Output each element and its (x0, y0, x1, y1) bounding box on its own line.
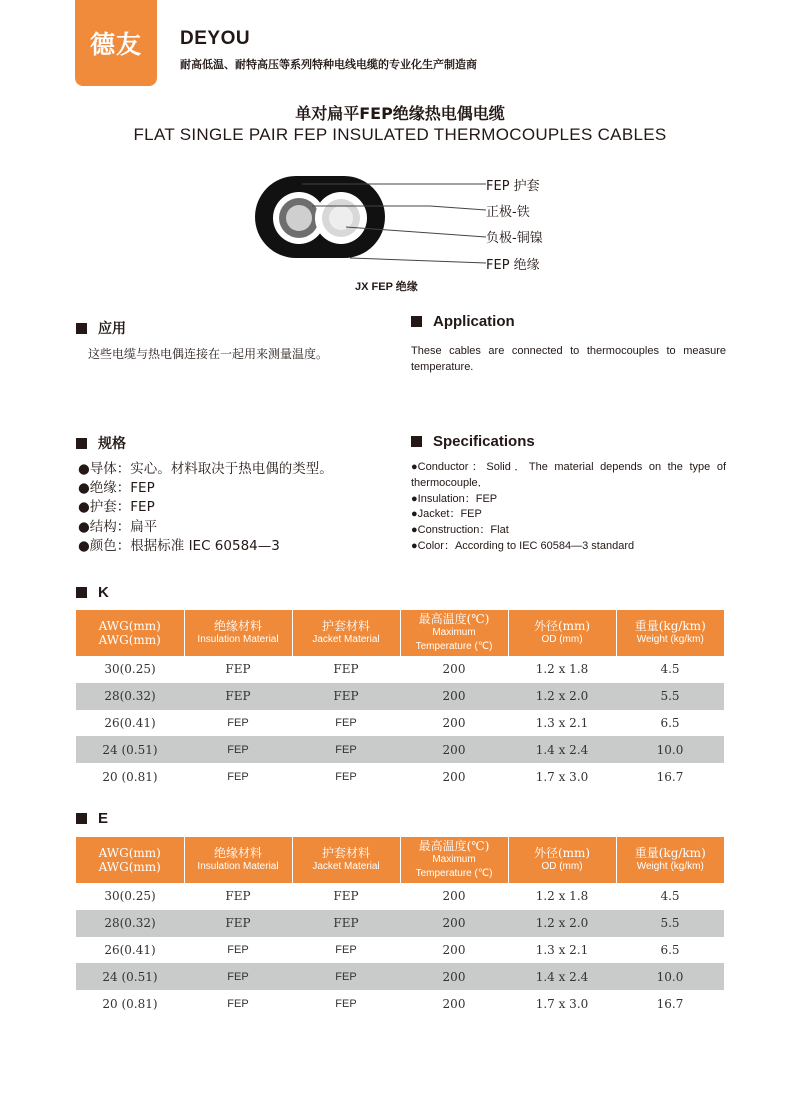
cell-jacket: FEP (333, 662, 359, 677)
header-text-cn: 重量(kg/km) (634, 846, 706, 860)
label-fep-insulation: FEP 绝缘 (486, 258, 540, 273)
header-jacket (292, 837, 400, 883)
table-e-heading (76, 810, 108, 827)
cell-awg: 28(0.32) (76, 910, 184, 937)
table-row (76, 883, 724, 910)
cell-od: 1.3 x 2.1 (535, 715, 589, 730)
specifications-list-en (411, 460, 726, 555)
header-text-en-2: Temperature (℃) (415, 868, 493, 879)
spec-item-text: Color：According to IEC 60584—3 standard (417, 539, 635, 552)
leader-line-insulation (350, 258, 486, 263)
round-bullet-icon: ● (78, 480, 90, 497)
round-bullet-icon: ● (78, 537, 90, 554)
table-row (76, 963, 724, 990)
table-row (76, 683, 724, 710)
cell-jacket: FEP (292, 683, 400, 710)
label-fep-jacket: FEP 护套 (486, 179, 540, 194)
round-bullet-icon: ● (411, 539, 418, 552)
table-row (76, 910, 724, 937)
cell-insulation: FEP (227, 770, 249, 783)
spec-item-text: Jacket：FEP (417, 508, 482, 521)
heading-text: 规格 (98, 436, 126, 452)
cell-weight: 6.5 (660, 942, 680, 957)
header-jacket (292, 610, 400, 656)
cell-weight: 6.5 (660, 715, 680, 730)
round-bullet-icon: ● (411, 524, 418, 537)
conductor-positive-core (286, 205, 312, 231)
heading-text: Specifications (433, 433, 535, 450)
cell-insulation: FEP (184, 683, 292, 710)
header-text-cn: 护套材料 (321, 846, 370, 860)
cell-od: 1.7 x 3.0 (535, 769, 589, 784)
cell-weight: 16.7 (656, 996, 684, 1011)
application-text-cn: 这些电缆与热电偶连接在一起用来测量温度。 (88, 347, 329, 361)
cell-weight: 5.5 (616, 910, 724, 937)
cell-jacket: FEP (292, 910, 400, 937)
spec-item-conductor-cn (78, 460, 333, 479)
table-row (76, 763, 724, 790)
spec-table-k (76, 610, 724, 790)
cell-awg: 30(0.25) (104, 889, 156, 904)
cell-od: 1.3 x 2.1 (535, 942, 589, 957)
header-text-cn: 最高温度(℃) (418, 612, 490, 626)
cell-max-temp: 200 (442, 769, 466, 784)
brand-name: DEYOU (180, 28, 251, 49)
spec-item-text: Construction：Flat (417, 524, 509, 537)
round-bullet-icon: ● (78, 499, 90, 516)
header-text-cn: 重量(kg/km) (634, 619, 706, 633)
cable-cross-section-diagram (250, 170, 560, 273)
table-row (76, 736, 724, 763)
application-heading-cn (76, 318, 126, 338)
square-bullet-icon (76, 813, 87, 824)
cell-awg: 26(0.41) (104, 715, 156, 730)
square-bullet-icon (76, 587, 87, 598)
round-bullet-icon: ● (78, 461, 90, 477)
header-text-en: Maximum (432, 627, 476, 638)
spec-item-conductor-en (411, 460, 726, 492)
header-text-cn: AWG(mm) (98, 619, 161, 633)
cell-insulation: FEP (225, 889, 251, 904)
spec-item-construction-cn (78, 518, 333, 537)
company-tagline: 耐高低温、耐特高压等系列特种电线电缆的专业化生产制造商 (180, 58, 477, 71)
header-text-cn: 绝缘材料 (213, 846, 262, 860)
spec-item-text: 导体：实心。材料取决于热电偶的类型。 (89, 461, 333, 477)
header-od (508, 610, 616, 656)
spec-item-text: 结构：扁平 (89, 518, 158, 535)
table-header-row (76, 837, 724, 883)
table-k-heading (76, 584, 109, 601)
company-logo (75, 0, 157, 86)
heading-text: 应用 (98, 321, 126, 337)
header-text-en: AWG(mm) (98, 633, 161, 647)
title-chinese: 单对扁平FEP绝缘热电偶电缆 (295, 104, 505, 123)
spec-item-insulation-cn (78, 479, 333, 498)
spec-item-construction-en (411, 523, 726, 539)
cell-jacket: FEP (335, 716, 357, 729)
header-text-cn: 绝缘材料 (213, 619, 262, 633)
cell-awg: 20 (0.81) (102, 996, 158, 1011)
cell-od: 1.4 x 2.4 (508, 963, 616, 990)
spec-item-text: Conductor：Solid．The material depends on the type of thermocouple． (411, 461, 726, 489)
cell-max-temp: 200 (442, 662, 466, 677)
cell-insulation: FEP (225, 662, 251, 677)
header-awg (76, 837, 184, 883)
table-row (76, 710, 724, 737)
cell-max-temp: 200 (400, 963, 508, 990)
cell-jacket: FEP (292, 963, 400, 990)
table-label: E (98, 810, 109, 827)
conductor-negative-core (329, 206, 353, 230)
cell-max-temp: 200 (442, 889, 466, 904)
cell-max-temp: 200 (442, 942, 466, 957)
cell-jacket: FEP (333, 889, 359, 904)
cell-awg: 24 (0.51) (76, 963, 184, 990)
cell-insulation: FEP (227, 716, 249, 729)
spec-item-text: 颜色：根据标准 IEC 60584—3 (89, 537, 280, 554)
square-bullet-icon (76, 323, 87, 334)
header-insulation (184, 610, 292, 656)
header-weight (616, 837, 724, 883)
header-text-en: Weight (kg/km) (636, 861, 704, 872)
square-bullet-icon (76, 438, 87, 449)
header-text-en: Weight (kg/km) (636, 634, 704, 645)
label-positive-iron: 正极-铁 (486, 205, 530, 220)
cell-od: 1.2 x 2.0 (508, 683, 616, 710)
spec-item-text: 护套：FEP (89, 499, 155, 516)
cell-od: 1.2 x 1.8 (535, 889, 589, 904)
cell-od: 1.4 x 2.4 (508, 736, 616, 763)
round-bullet-icon: ● (78, 518, 90, 535)
cell-awg: 24 (0.51) (76, 736, 184, 763)
table-header-row (76, 610, 724, 656)
application-text-en: These cables are connected to thermocouples to measure temperature. (411, 345, 726, 373)
diagram-caption: JX FEP 绝缘 (355, 281, 418, 293)
specifications-heading-en (411, 433, 535, 450)
header-text-en: OD (mm) (541, 861, 583, 872)
header-text-en: Maximum (432, 854, 476, 865)
header-text-cn: 外径(mm) (533, 619, 591, 633)
cell-insulation: FEP (184, 910, 292, 937)
header-max-temperature (400, 610, 508, 656)
cell-weight: 10.0 (616, 963, 724, 990)
header-text-en: Insulation Material (197, 861, 279, 872)
header-text-cn: 护套材料 (321, 619, 370, 633)
cell-weight: 4.5 (660, 662, 680, 677)
square-bullet-icon (411, 436, 422, 447)
specifications-list-cn (78, 460, 333, 556)
title-english: FLAT SINGLE PAIR FEP INSULATED THERMOCOUPLES CABLES (133, 125, 667, 144)
header-insulation (184, 837, 292, 883)
spec-table-e (76, 837, 724, 1017)
cell-weight: 16.7 (656, 769, 684, 784)
cell-weight: 10.0 (616, 736, 724, 763)
spec-item-text: 绝缘：FEP (89, 480, 155, 497)
specifications-heading-cn (76, 433, 126, 453)
cell-insulation: FEP (184, 963, 292, 990)
cell-weight: 4.5 (660, 889, 680, 904)
cell-insulation: FEP (227, 997, 249, 1010)
header-max-temperature (400, 837, 508, 883)
round-bullet-icon: ● (411, 461, 418, 473)
header-awg (76, 610, 184, 656)
cell-max-temp: 200 (442, 715, 466, 730)
round-bullet-icon: ● (411, 508, 418, 521)
header-text-en: Jacket Material (312, 861, 380, 872)
square-bullet-icon (411, 316, 422, 327)
table-row (76, 656, 724, 683)
cell-awg: 26(0.41) (104, 942, 156, 957)
spec-item-text: Insulation：FEP (417, 492, 498, 505)
leader-line-positive-b (430, 206, 486, 210)
cell-awg: 30(0.25) (104, 662, 156, 677)
cell-max-temp: 200 (400, 683, 508, 710)
cell-weight: 5.5 (616, 683, 724, 710)
spec-item-jacket-cn (78, 498, 333, 517)
table-row (76, 990, 724, 1017)
application-heading-en (411, 313, 515, 330)
cell-od: 1.7 x 3.0 (535, 996, 589, 1011)
cell-od: 1.2 x 1.8 (535, 662, 589, 677)
header-text-cn: 外径(mm) (533, 846, 591, 860)
header-text-en: OD (mm) (541, 634, 583, 645)
cell-jacket: FEP (292, 736, 400, 763)
cell-max-temp: 200 (400, 736, 508, 763)
header-text-en: Insulation Material (197, 634, 279, 645)
spec-item-insulation-en (411, 492, 726, 508)
cell-awg: 20 (0.81) (102, 769, 158, 784)
cell-insulation: FEP (184, 736, 292, 763)
header-od (508, 837, 616, 883)
spec-item-color-cn (78, 537, 333, 556)
header-text-en-2: Temperature (℃) (415, 641, 493, 652)
cell-jacket: FEP (335, 770, 357, 783)
cell-max-temp: 200 (400, 910, 508, 937)
header-text-cn: 最高温度(℃) (418, 839, 490, 853)
heading-text: Application (433, 313, 515, 330)
spec-item-color-en (411, 539, 726, 555)
table-label: K (98, 584, 109, 601)
label-negative-constantan: 负极-铜镍 (486, 231, 543, 246)
cell-awg: 28(0.32) (76, 683, 184, 710)
header-text-en: AWG(mm) (98, 860, 161, 874)
header-text-cn: AWG(mm) (98, 846, 161, 860)
cell-od: 1.2 x 2.0 (508, 910, 616, 937)
header-text-en: Jacket Material (312, 634, 380, 645)
cell-jacket: FEP (335, 997, 357, 1010)
round-bullet-icon: ● (411, 492, 418, 505)
table-row (76, 937, 724, 964)
cell-insulation: FEP (227, 943, 249, 956)
header-weight (616, 610, 724, 656)
spec-item-jacket-en (411, 507, 726, 523)
logo-text: 德友 (89, 30, 142, 59)
cell-jacket: FEP (335, 943, 357, 956)
cell-max-temp: 200 (442, 996, 466, 1011)
